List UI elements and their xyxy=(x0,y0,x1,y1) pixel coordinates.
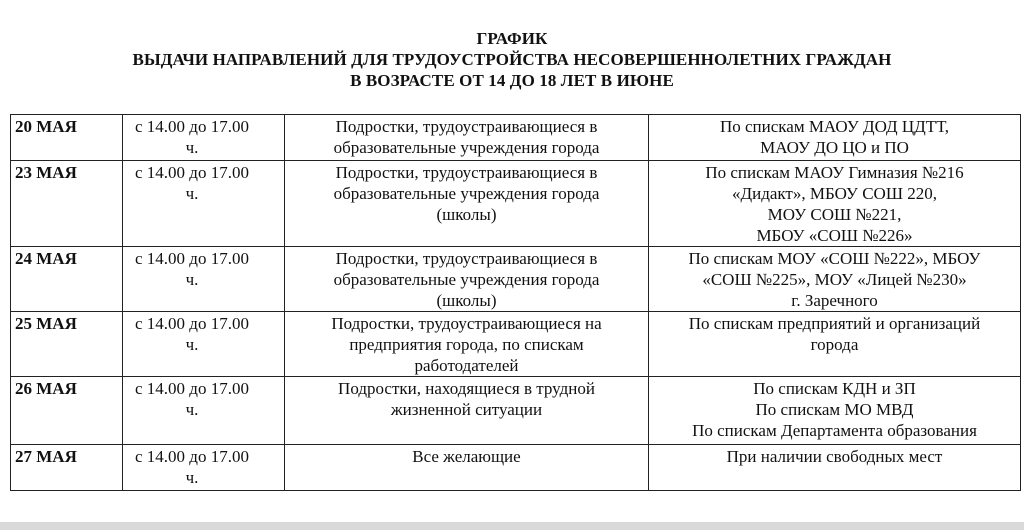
time-cell xyxy=(123,445,285,491)
audience-line: Подростки, трудоустраивающиеся в xyxy=(335,249,598,268)
audience-cell xyxy=(285,377,649,445)
schedule-table xyxy=(10,114,1021,491)
table-row xyxy=(11,445,1021,491)
lists-line: При наличии свободных мест xyxy=(726,447,943,466)
lists-cell xyxy=(649,445,1021,491)
time-line: ч. xyxy=(185,270,199,289)
lists-cell xyxy=(649,161,1021,247)
lists-line: По спискам Департамента образования xyxy=(692,421,977,440)
time-cell xyxy=(123,115,285,161)
document-title xyxy=(0,28,1024,91)
date-cell: 20 МАЯ xyxy=(11,115,123,161)
title-line: ВЫДАЧИ НАПРАВЛЕНИЙ ДЛЯ ТРУДОУСТРОЙСТВА НЕСОВЕРШЕННОЛЕТНИХ ГРАЖДАН xyxy=(132,50,892,69)
lists-line: По спискам МОУ «СОШ №222», МБОУ xyxy=(688,249,981,268)
title-line: В ВОЗРАСТЕ ОТ 14 ДО 18 ЛЕТ В ИЮНЕ xyxy=(350,71,674,90)
time-line: с 14.00 до 17.00 xyxy=(135,163,249,182)
lists-line: По спискам предприятий и организаций xyxy=(688,314,981,333)
lists-line: «Дидакт», МБОУ СОШ 220, xyxy=(732,184,937,203)
audience-line: (школы) xyxy=(436,205,497,224)
lists-cell xyxy=(649,377,1021,445)
table-row xyxy=(11,115,1021,161)
audience-line: образовательные учреждения города xyxy=(333,138,600,157)
time-cell xyxy=(123,247,285,312)
date-cell: 27 МАЯ xyxy=(11,445,123,491)
lists-line: По спискам МАОУ ДОД ЦДТТ, xyxy=(719,117,950,136)
audience-line: предприятия города, по спискам xyxy=(349,335,584,354)
time-line: ч. xyxy=(185,400,199,419)
lists-cell xyxy=(649,312,1021,377)
lists-line: г. Заречного xyxy=(791,291,878,310)
audience-line: образовательные учреждения города xyxy=(333,184,600,203)
time-line: с 14.00 до 17.00 xyxy=(135,379,249,398)
date-cell: 24 МАЯ xyxy=(11,247,123,312)
time-line: ч. xyxy=(185,468,199,487)
page-bottom-edge xyxy=(0,522,1024,530)
audience-cell xyxy=(285,247,649,312)
date-cell: 26 МАЯ xyxy=(11,377,123,445)
lists-line: «СОШ №225», МОУ «Лицей №230» xyxy=(702,270,967,289)
lists-line: МБОУ «СОШ №226» xyxy=(756,226,913,245)
lists-line: МАОУ ДО ЦО и ПО xyxy=(760,138,909,157)
time-cell xyxy=(123,377,285,445)
time-line: с 14.00 до 17.00 xyxy=(135,314,249,333)
lists-line: города xyxy=(810,335,859,354)
schedule-body xyxy=(11,115,1021,491)
audience-line: работодателей xyxy=(414,356,519,375)
audience-line: Подростки, трудоустраивающиеся на xyxy=(331,314,602,333)
time-line: с 14.00 до 17.00 xyxy=(135,447,249,466)
lists-line: По спискам КДН и ЗП xyxy=(753,379,916,398)
audience-line: Все желающие xyxy=(412,447,521,466)
time-line: ч. xyxy=(185,138,199,157)
audience-cell xyxy=(285,312,649,377)
audience-line: (школы) xyxy=(436,291,497,310)
date-cell: 25 МАЯ xyxy=(11,312,123,377)
audience-line: образовательные учреждения города xyxy=(333,270,600,289)
time-line: с 14.00 до 17.00 xyxy=(135,117,249,136)
lists-cell xyxy=(649,247,1021,312)
audience-line: жизненной ситуации xyxy=(390,400,543,419)
audience-cell xyxy=(285,115,649,161)
time-cell xyxy=(123,312,285,377)
table-row xyxy=(11,377,1021,445)
lists-line: По спискам МАОУ Гимназия №216 xyxy=(705,163,964,182)
audience-line: Подростки, трудоустраивающиеся в xyxy=(335,117,598,136)
table-row xyxy=(11,161,1021,247)
table-row xyxy=(11,247,1021,312)
audience-line: Подростки, трудоустраивающиеся в xyxy=(335,163,598,182)
time-line: ч. xyxy=(185,335,199,354)
lists-line: МОУ СОШ №221, xyxy=(767,205,902,224)
audience-cell xyxy=(285,161,649,247)
audience-line: Подростки, находящиеся в трудной xyxy=(338,379,595,398)
title-line: ГРАФИК xyxy=(476,29,548,48)
lists-cell xyxy=(649,115,1021,161)
time-line: ч. xyxy=(185,184,199,203)
time-line: с 14.00 до 17.00 xyxy=(135,249,249,268)
time-cell xyxy=(123,161,285,247)
date-cell: 23 МАЯ xyxy=(11,161,123,247)
audience-cell xyxy=(285,445,649,491)
table-row xyxy=(11,312,1021,377)
lists-line: По спискам МО МВД xyxy=(755,400,914,419)
